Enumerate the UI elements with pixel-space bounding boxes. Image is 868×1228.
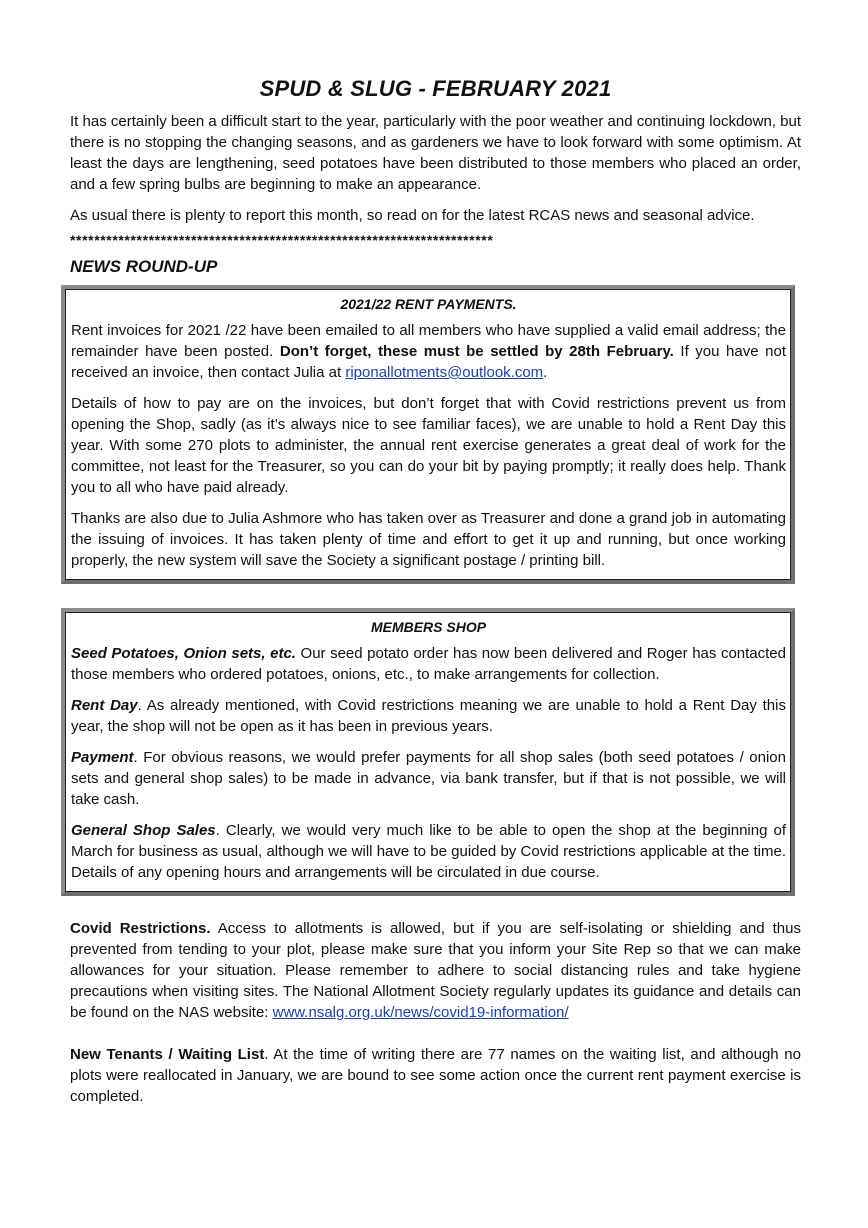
rent-paragraph-3: Thanks are also due to Julia Ashmore who has taken over as Treasurer and done a grand job in automating the issuing of invoices. It has taken plenty of time and effort to get it up and running, but once working properly, the new system will save the Society a significant postage / printing bill. <box>71 510 786 569</box>
nas-website-link[interactable]: www.nsalg.org.uk/news/covid19-information/ <box>272 1004 569 1021</box>
rent-payments-box <box>61 285 795 584</box>
newsletter-title: SPUD & SLUG - FEBRUARY 2021 <box>259 76 612 101</box>
treasurer-email-link[interactable]: riponallotments@outlook.com <box>345 364 544 381</box>
covid-restrictions-paragraph: Covid Restrictions. Access to allotments is allowed, but if you are self-isolating or shielding and thus prevented from tending to your plot, please make sure that you inform your Site Rep so that we can make allowances for your situation. Please remember to adhere to social distancing rules and take hygiene precautions when visiting sites. The National Allotment Society regularly updates its guidance and details can be found on the NAS website: www.nsalg.org.uk/news/covid19-information/ <box>70 920 801 1021</box>
separator-stars: ********************************************************************** <box>70 232 494 248</box>
shop-item-rent-day: Rent Day. As already mentioned, with Covid restrictions meaning we are unable to hold a Rent Day this year, the shop will not be open as it has been in previous years. <box>71 697 786 735</box>
newsletter-page <box>70 76 801 1107</box>
rent-paragraph-2: Details of how to pay are on the invoices, but don’t forget that with Covid restrictions prevent us from opening the Shop, sadly (as it’s always nice to see familiar faces), we are unable to hold a Rent Day this year. With some 270 plots to administer, the annual rent exercise generates a great deal of work for the committee, not least for the Treasurer, so you can do your bit by paying promptly; it really does help. Thank you to all who have paid already. <box>71 395 786 496</box>
intro-paragraph-2: As usual there is plenty to report this month, so read on for the latest RCAS news and seasonal advice. <box>70 207 755 224</box>
members-shop-title: MEMBERS SHOP <box>370 619 487 635</box>
shop-item-payment: Payment. For obvious reasons, we would prefer payments for all shop sales (both seed potatoes / onion sets and general shop sales) to be made in advance, via bank transfer, but if that is not possible, we will take cash. <box>71 749 786 808</box>
shop-item-general-sales: General Shop Sales. Clearly, we would very much like to be able to open the shop at the beginning of March for business as usual, although we will have to be guided by Covid restrictions applicable at the time. Details of any opening hours and arrangements will be circulated in due course. <box>71 822 786 881</box>
members-shop-box <box>61 608 795 896</box>
intro-paragraph-1: It has certainly been a difficult start to the year, particularly with the poor weather and continuing lockdown, but there is no stopping the changing seasons, and as gardeners we have to look forward with some optimism. At least the days are lengthening, seed potatoes have been distributed to those members who placed an order, and a few spring bulbs are beginning to make an appearance. <box>70 113 801 193</box>
rent-payments-title: 2021/22 RENT PAYMENTS. <box>340 296 517 312</box>
new-tenants-paragraph: New Tenants / Waiting List. At the time of writing there are 77 names on the waiting list, and although no plots were reallocated in January, we are bound to see some action once the current rent payment exercise is completed. <box>70 1046 801 1105</box>
rent-paragraph-1: Rent invoices for 2021 /22 have been emailed to all members who have supplied a valid email address; the remainder have been posted. Don’t forget, these must be settled by 28th February. If you have not received an invoice, then contact Julia at riponallotments@outlook.com. <box>71 322 786 381</box>
shop-item-seed-potatoes: Seed Potatoes, Onion sets, etc. Our seed potato order has now been delivered and Roger has contacted those members who ordered potatoes, onions, etc., to make arrangements for collection. <box>71 645 786 683</box>
news-roundup-heading: NEWS ROUND-UP <box>70 257 218 276</box>
rent-deadline-notice: Don’t forget, these must be settled by 28th February. <box>279 343 674 360</box>
